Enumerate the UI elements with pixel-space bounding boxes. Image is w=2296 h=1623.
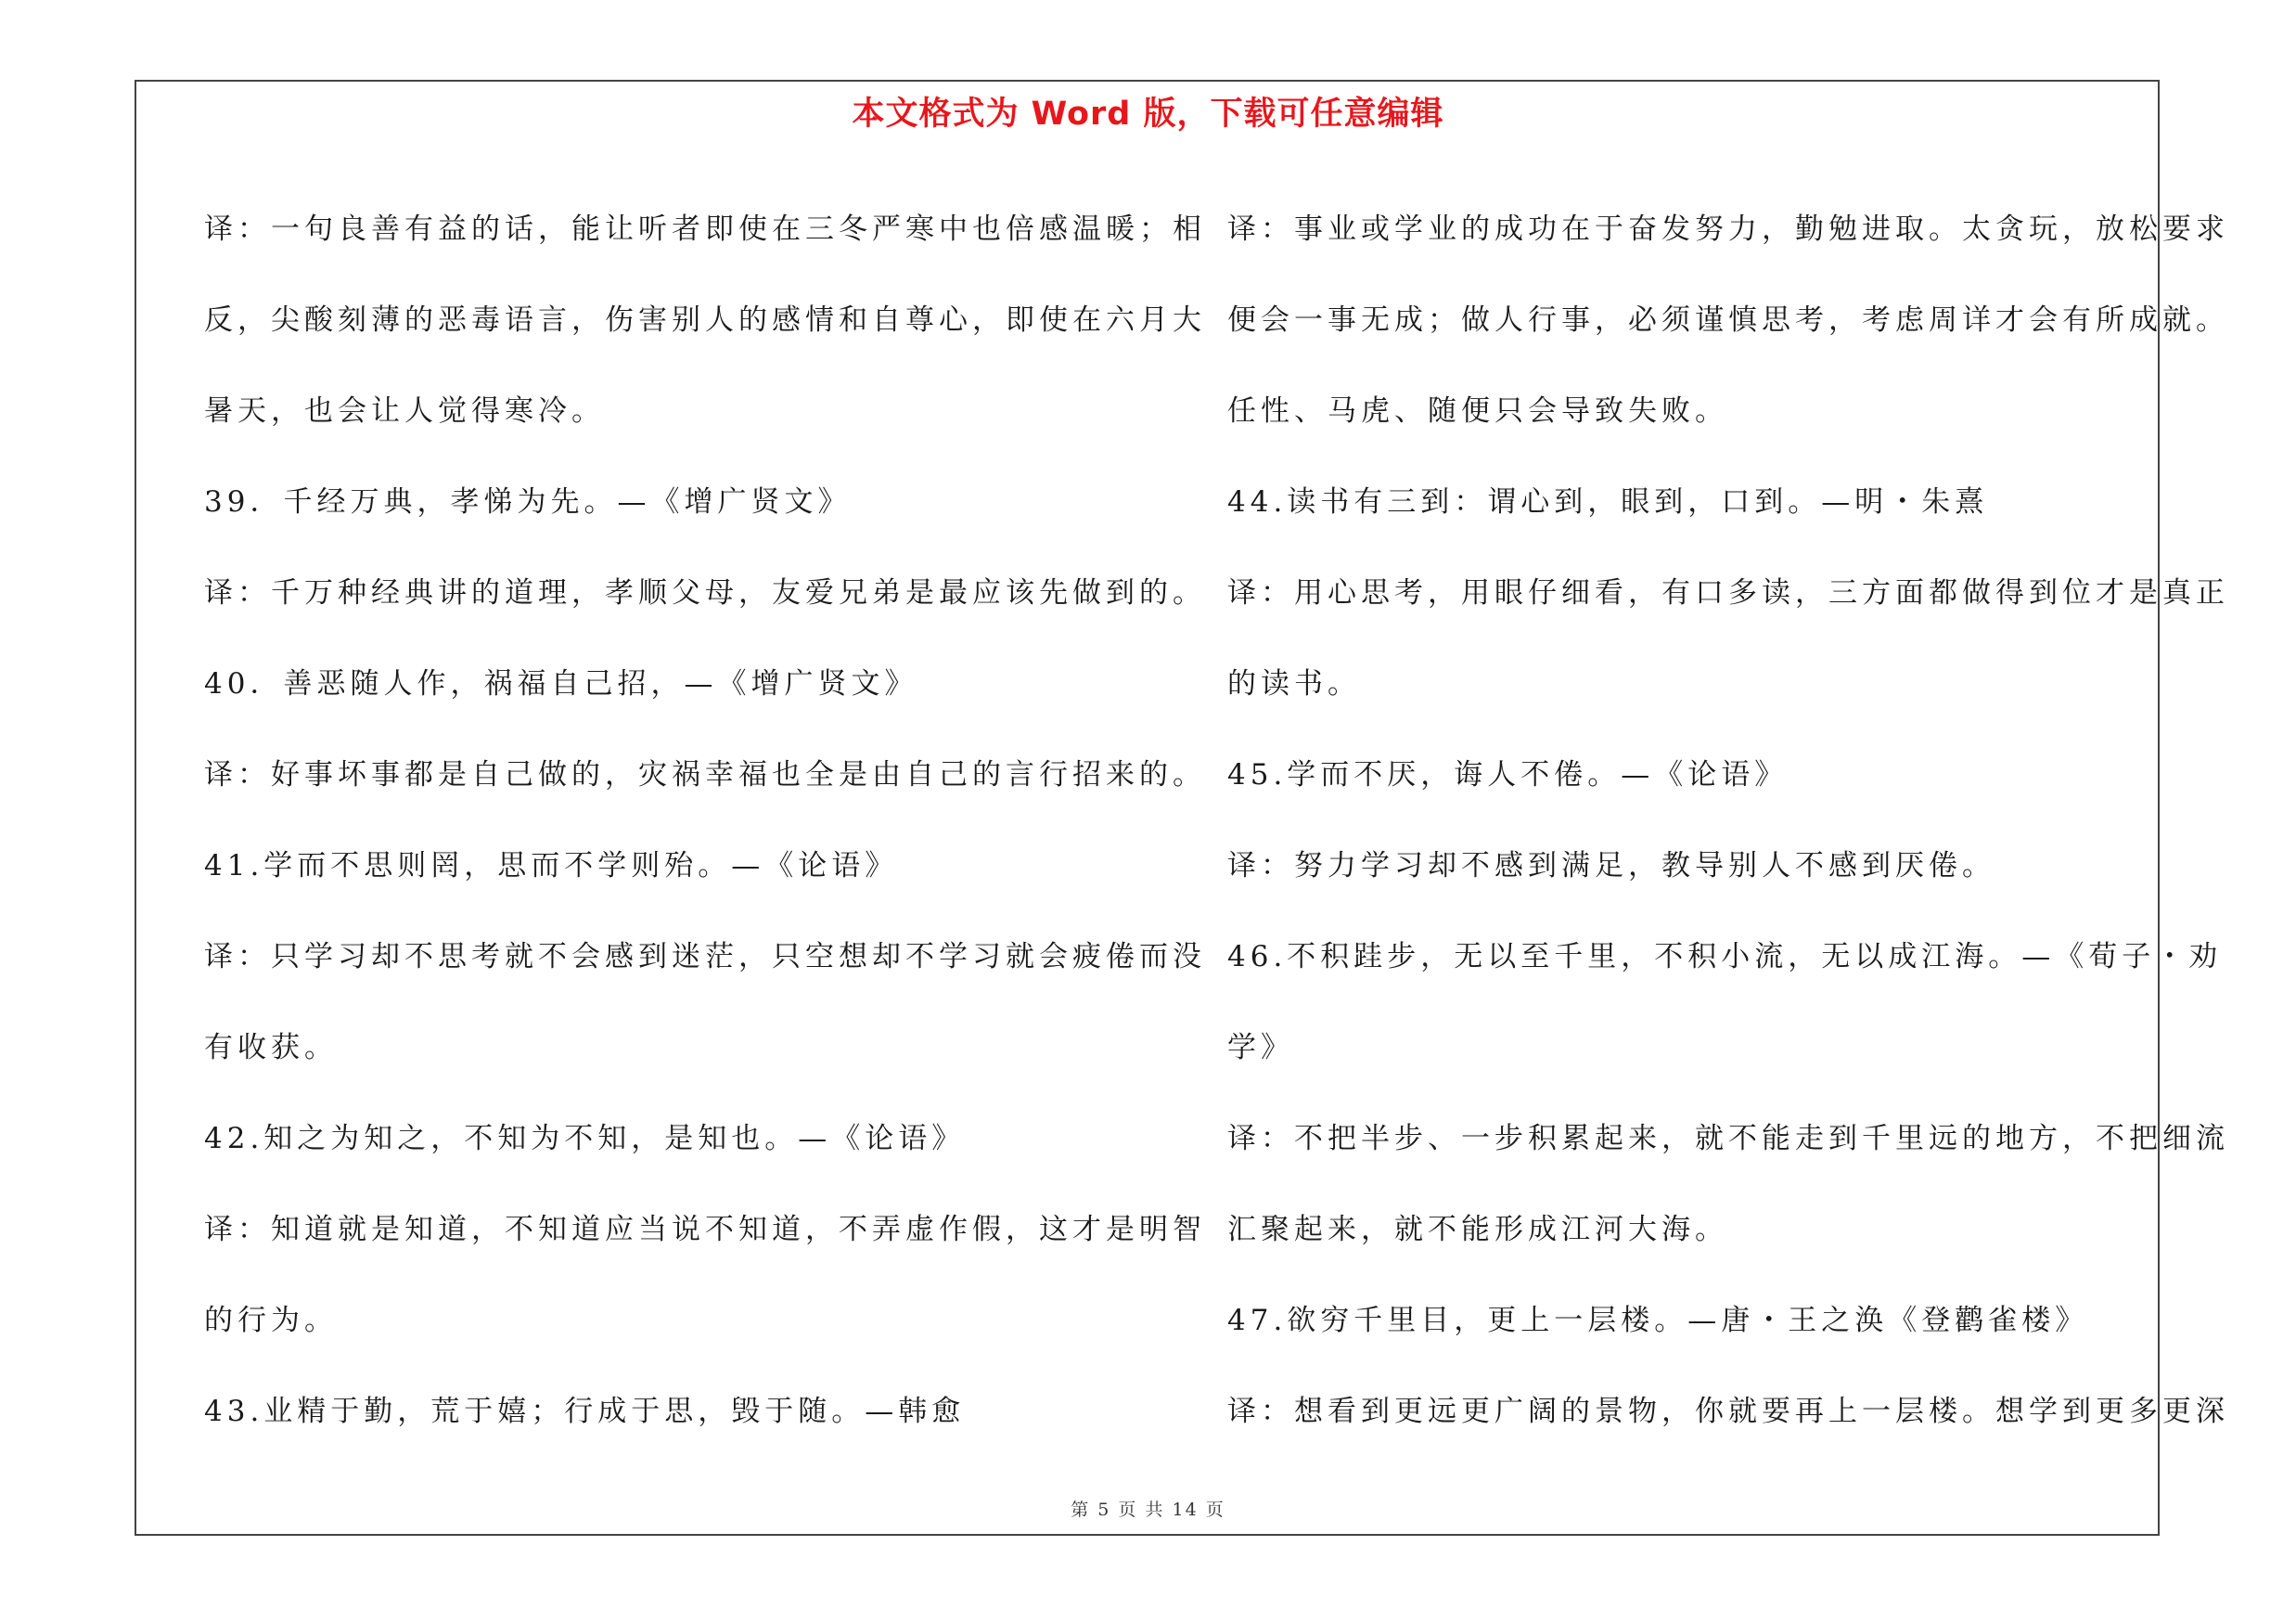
header-title: 本文格式为 Word 版，下载可任意编辑	[852, 96, 1444, 133]
text-line: 暑天，也会让人觉得寒冷。	[204, 394, 605, 428]
text-line: 46.不积跬步，无以至千里，不积小流，无以成江海。—《荀子・劝	[1227, 940, 2223, 973]
text-line: 有收获。	[204, 1031, 338, 1064]
text-line: 39．千经万典，孝悌为先。—《增广贤文》	[204, 485, 852, 519]
text-line: 45.学而不厌，诲人不倦。—《论语》	[1227, 758, 1789, 792]
text-line: 44.读书有三到：谓心到，眼到，口到。—明・朱熹	[1227, 485, 1989, 519]
text-line: 译：想看到更远更广阔的景物，你就要再上一层楼。想学到更多更深	[1227, 1395, 2229, 1428]
text-line: 学》	[1227, 1031, 1294, 1064]
text-line: 汇聚起来，就不能形成江河大海。	[1227, 1213, 1728, 1246]
text-line: 译：只学习却不思考就不会感到迷茫，只空想却不学习就会疲倦而没	[204, 940, 1206, 973]
text-line: 译：用心思考，用眼仔细看，有口多读，三方面都做得到位才是真正	[1227, 576, 2229, 610]
text-line: 译：好事坏事都是自己做的，灾祸幸福也全是由自己的言行招来的。	[204, 758, 1206, 792]
text-line: 的读书。	[1227, 667, 1361, 701]
text-line: 译：一句良善有益的话，能让听者即使在三冬严寒中也倍感温暖；相	[204, 213, 1206, 246]
text-line: 反，尖酸刻薄的恶毒语言，伤害别人的感情和自尊心，即使在六月大	[204, 303, 1206, 337]
text-line: 43.业精于勤，荒于嬉；行成于思，毁于随。—韩愈	[204, 1395, 966, 1428]
text-line: 47.欲穷千里目，更上一层楼。—唐・王之涣《登鹳雀楼》	[1227, 1304, 2089, 1337]
text-line: 任性、马虎、随便只会导致失败。	[1227, 394, 1728, 428]
text-line: 译：知道就是知道，不知道应当说不知道，不弄虚作假，这才是明智	[204, 1213, 1206, 1246]
text-line: 译：事业或学业的成功在于奋发努力，勤勉进取。太贪玩，放松要求	[1227, 213, 2229, 246]
page-number-footer: 第 5 页 共 14 页	[1071, 1500, 1225, 1520]
text-line: 41.学而不思则罔，思而不学则殆。—《论语》	[204, 849, 899, 882]
text-line: 便会一事无成；做人行事，必须谨慎思考，考虑周详才会有所成就。	[1227, 303, 2229, 337]
right-column	[1227, 184, 2229, 1457]
text-line: 译：努力学习却不感到满足，教导别人不感到厌倦。	[1227, 849, 1995, 882]
text-line: 42.知之为知之，不知为不知，是知也。—《论语》	[204, 1122, 966, 1155]
text-line: 40．善恶随人作，祸福自己招，—《增广贤文》	[204, 667, 918, 701]
text-line: 的行为。	[204, 1304, 338, 1337]
text-line: 译：千万种经典讲的道理，孝顺父母，友爱兄弟是最应该先做到的。	[204, 576, 1206, 610]
left-column	[204, 184, 1206, 1457]
text-line: 译：不把半步、一步积累起来，就不能走到千里远的地方，不把细流	[1227, 1122, 2229, 1155]
